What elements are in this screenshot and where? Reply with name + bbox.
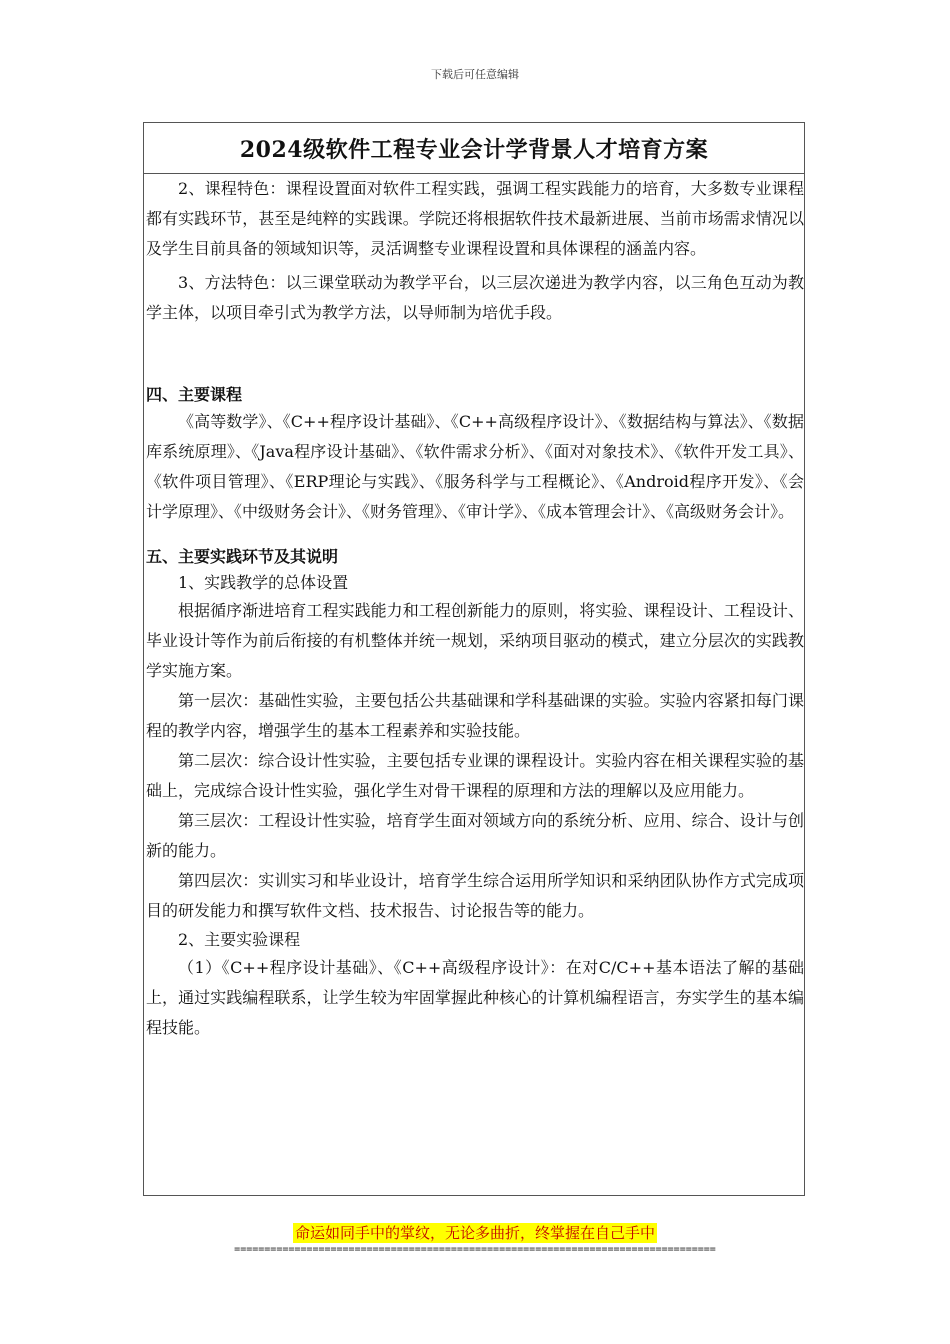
- paragraph-level-3: 第三层次：工程设计性实验，培育学生面对领域方向的系统分析、应用、综合、设计与创新的能力。: [146, 811, 804, 860]
- subheading-main-experiments: 2、主要实验课程: [178, 930, 301, 949]
- paragraph-level-1: 第一层次：基础性实验，主要包括公共基础课和学科基础课的实验。实验内容紧扣每门课程的教学内容，增强学生的基本工程素养和实验技能。: [146, 691, 804, 740]
- paragraph-method-features: 3、方法特色：以三课堂联动为教学平台，以三层次递进为教学内容，以三角色互动为教学主体，以项目牵引式为教学方法，以导师制为培优手段。: [146, 273, 804, 322]
- document-content: [144, 174, 804, 1043]
- paragraph-experiment-1: （1）《C++程序设计基础》、《C++高级程序设计》：在对C/C++基本语法了解的基础上，通过实践编程联系，让学生较为牢固掌握此种核心的计算机编程语言，夯实学生的基本编程技能。: [146, 958, 804, 1037]
- document-title: 2024级软件工程专业会计学背景人才培育方案: [144, 123, 804, 174]
- paragraph-level-4: 第四层次：实训实习和毕业设计，培育学生综合运用所学知识和采纳团队协作方式完成项目的研发能力和撰写软件文档、技术报告、讨论报告等的能力。: [146, 871, 804, 920]
- paragraph-practice-overview: 根据循序渐进培育工程实践能力和工程创新能力的原则，将实验、课程设计、工程设计、毕业设计等作为前后衔接的有机整体并统一规划，采纳项目驱动的模式，建立分层次的实践教学实施方案。: [146, 601, 804, 680]
- slogan-line: [0, 1222, 950, 1243]
- section-heading-practice: 五、主要实践环节及其说明: [146, 547, 339, 566]
- section-heading-main-courses: 四、主要课程: [146, 385, 243, 404]
- paragraph-course-features: 2、课程特色：课程设置面对软件工程实践，强调工程实践能力的培育，大多数专业课程都有实践环节，甚至是纯粹的实践课。学院还将根据软件技术最新进展、当前市场需求情况以及学生目前具备的领域知识等，灵活调整专业课程设置和具体课程的涵盖内容。: [146, 179, 804, 258]
- slogan-text: 命运如同手中的掌纹，无论多曲折，终掌握在自己手中: [294, 1224, 655, 1242]
- paragraph-level-2: 第二层次：综合设计性实验，主要包括专业课的课程设计。实验内容在相关课程实验的基础上，完成综合设计性实验，强化学生对骨干课程的原理和方法的理解以及应用能力。: [146, 751, 804, 800]
- divider-line: ================================================================================: [234, 1244, 716, 1255]
- subheading-practice-overall: 1、实践教学的总体设置: [178, 573, 349, 592]
- document-frame: [143, 122, 805, 1196]
- header-note: 下载后可任意编辑: [431, 68, 519, 81]
- paragraph-main-courses: 《高等数学》、《C++程序设计基础》、《C++高级程序设计》、《数据结构与算法》、《数据库系统原理》、《Java程序设计基础》、《软件需求分析》、《面对对象技术》、《软件开发工具》、《软件项目管理》、《ERP理论与实践》、《服务科学与工程概论》、《Android程序开发》、《会计学原理》、《中级财务会计》、《财务管理》、《审计学》、《成本管理会计》、《高级财务会计》。: [146, 412, 804, 521]
